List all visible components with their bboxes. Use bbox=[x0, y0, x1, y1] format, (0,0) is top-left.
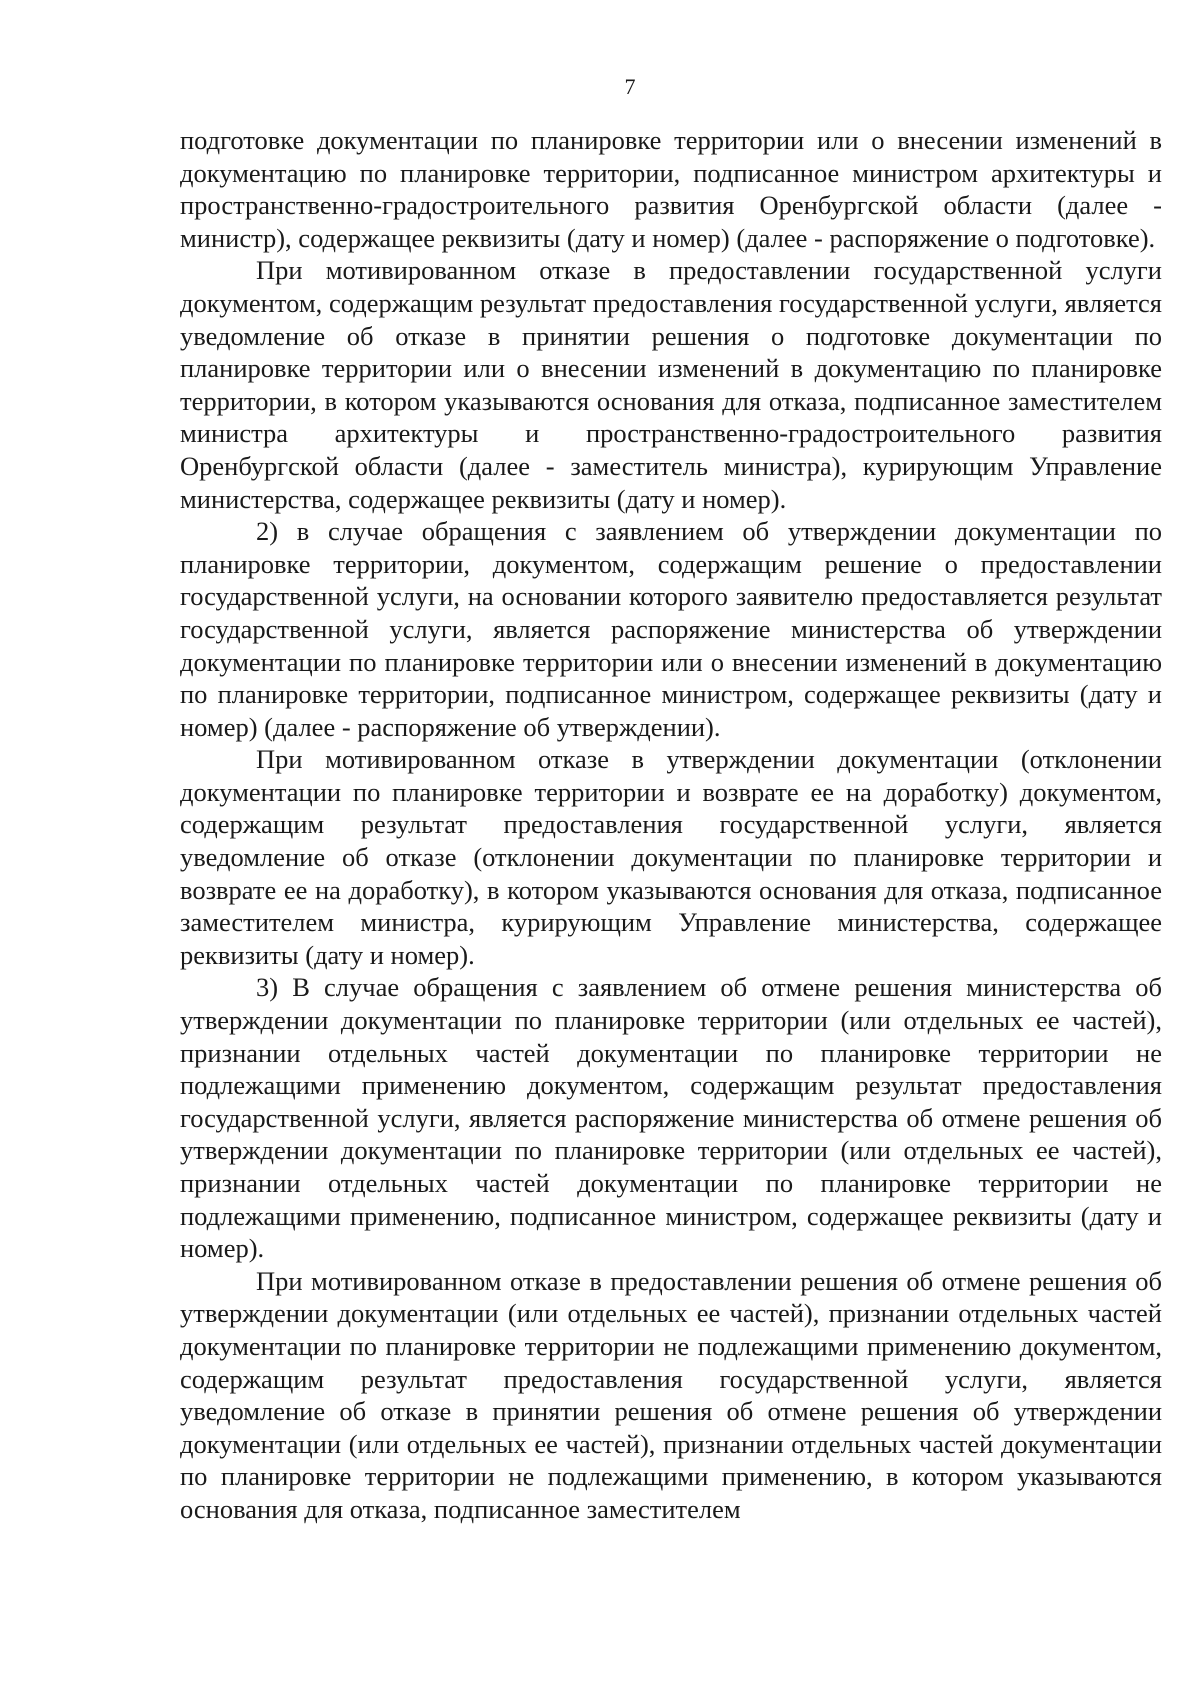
page-number: 7 bbox=[624, 74, 636, 99]
paragraph-refusal-approval: При мотивированном отказе в утверждении документации (отклонении документации по планировке территории и возврате ее на доработку) документом, содержащим результат предоставления государственной услуги, является уведомление об отказе (отклонении документации по планировке территории и возврате ее на доработку), в котором указываются основания для отказа, подписанное заместителем министра, курирующим Управление министерства, содержащее реквизиты (дату и номер). bbox=[180, 744, 1162, 970]
paragraph-refusal-preparation: При мотивированном отказе в предоставлении государственной услуги документом, содержащим результат предоставления государственной услуги, является уведомление об отказе в принятии решения о подготовке документации по планировке территории или о внесении изменений в документацию по планировке территории, в котором указываются основания для отказа, подписанное заместителем министра архитектуры и пространственно-градостроительного развития Оренбургской области (далее - заместитель министра), курирующим Управление министерства, содержащее реквизиты (дату и номер). bbox=[180, 255, 1162, 514]
paragraph-refusal-cancellation: При мотивированном отказе в предоставлении решения об отмене решения об утверждении документации (или отдельных ее частей), признании отдельных частей документации по планировке территории не подлежащими применению документом, содержащим результат предоставления государственной услуги, является уведомление об отказе в принятии решения об отмене решения об утверждении документации (или отдельных ее частей), признании отдельных частей документации по планировке территории не подлежащими применению, в котором указываются основания для отказа, подписанное заместителем bbox=[180, 1265, 1162, 1524]
paragraph-approval-case: 2) в случае обращения с заявлением об утверждении документации по планировке территории, документом, содержащим решение о предоставлении государственной услуги, на основании которого заявителю предоставляется результат государственной услуги, является распоряжение министерства об утверждении документации по планировке территории или о внесении изменений в документацию по планировке территории, подписанное министром, содержащее реквизиты (дату и номер) (далее - распоряжение об утверждении). bbox=[180, 516, 1162, 742]
paragraph-continuation: подготовке документации по планировке территории или о внесении изменений в документацию по планировке территории, подписанное министром архитектуры и пространственно-градостроительного развития Оренбургской области (далее - министр), содержащее реквизиты (дату и номер) (далее - распоряжение о подготовке). bbox=[180, 125, 1162, 253]
document-body bbox=[180, 124, 1162, 1526]
paragraph-cancellation-case: 3) В случае обращения с заявлением об отмене решения министерства об утверждении документации по планировке территории (или отдельных ее частей), признании отдельных частей документации по планировке территории не подлежащими применению документом, содержащим результат предоставления государственной услуги, является распоряжение министерства об отмене решения об утверждении документации по планировке территории (или отдельных ее частей), признании отдельных частей документации по планировке территории не подлежащими применению, подписанное министром, содержащее реквизиты (дату и номер). bbox=[180, 972, 1162, 1264]
